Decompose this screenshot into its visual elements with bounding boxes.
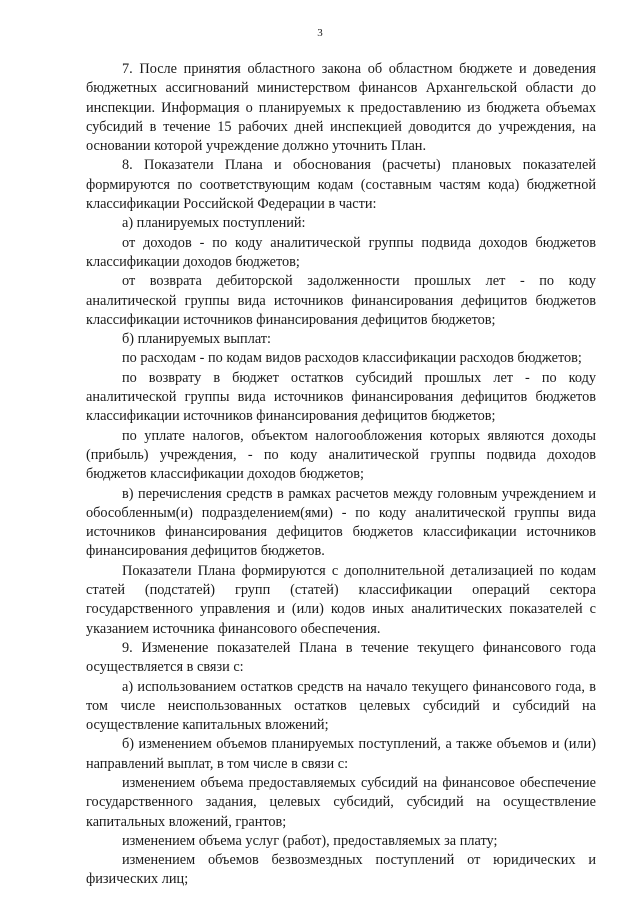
list-item-b-payments: б) планируемых выплат: xyxy=(122,331,272,348)
paragraph-8: 8. Показатели Плана и обоснования (расчеты) плановых показателей формируются по соответствующим кодам (составным частям кода) бюджетной классификации Российской Федерации в части: xyxy=(86,157,596,213)
page-number: 3 xyxy=(317,27,323,39)
list-item-income-revenue: от доходов - по коду аналитической группы подвида доходов бюджетов классификации доходов бюджетов; xyxy=(86,234,596,270)
list-item-donations-change: изменением объемов безвозмездных поступлений от юридических и физических лиц; xyxy=(86,852,596,888)
list-item-income-receivables: от возврата дебиторской задолженности прошлых лет - по коду аналитической группы вида источников финансирования дефицитов бюджетов классификации источников финансирования дефицитов бюджетов; xyxy=(86,273,596,328)
paragraph-9: 9. Изменение показателей Плана в течение текущего финансового года осуществляется в связи с: xyxy=(86,639,596,676)
paragraph-plan-indicators: Показатели Плана формируются с дополнительной детализацией по кодам статей (подстатей) групп (статей) классификации операций сектора государственного управления и (или) кодов иных аналитических показателей с указанием источника финансового обеспечения. xyxy=(86,562,596,637)
list-item-services-change: изменением объема услуг (работ), предоставляемых за плату; xyxy=(122,832,498,849)
list-item-a-income: а) планируемых поступлений: xyxy=(122,215,306,232)
list-item-payments-return: по возврату в бюджет остатков субсидий прошлых лет - по коду аналитической группы вида источников финансирования дефицитов бюджетов классификации источников финансирования дефицитов бюджетов; xyxy=(86,369,596,425)
list-item-c-transfers: в) перечисления средств в рамках расчетов между головным учреждением и обособленным(и) подразделением(ями) - по коду аналитической группы вида источников финансирования дефицитов бюджетов классификации источников финансирования дефицитов бюджетов. xyxy=(86,485,596,560)
list-item-subsidy-change: изменением объема предоставляемых субсидий на финансовое обеспечение государственного задания, целевых субсидий, субсидий на осуществление капитальных вложений, грантов; xyxy=(86,774,596,830)
list-item-payments-taxes: по уплате налогов, объектом налогообложения которых являются доходы (прибыль) учреждения, - по коду аналитической группы подвида доходов бюджетов классификации доходов бюджетов; xyxy=(86,427,596,483)
list-item-9b: б) изменением объемов планируемых поступлений, а также объемов и (или) направлений выплат, в том числе в связи с: xyxy=(86,736,596,772)
document-body xyxy=(86,60,596,890)
paragraph-7: 7. После принятия областного закона об областном бюджете и доведения бюджетных ассигнований министерством финансов Архангельской области до инспекции. Информация о планируемых к предоставлению из бюджета объемах субсидий в течение 15 рабочих дней инспекцией доводится до учреждения, на основании которой учреждение должно уточнить План. xyxy=(86,61,596,155)
list-item-9a: а) использованием остатков средств на начало текущего финансового года, в том числе неиспользованных остатков целевых субсидий и субсидий на осуществление капитальных вложений; xyxy=(86,678,596,734)
list-item-payments-expenses: по расходам - по кодам видов расходов классификации расходов бюджетов; xyxy=(122,350,582,367)
